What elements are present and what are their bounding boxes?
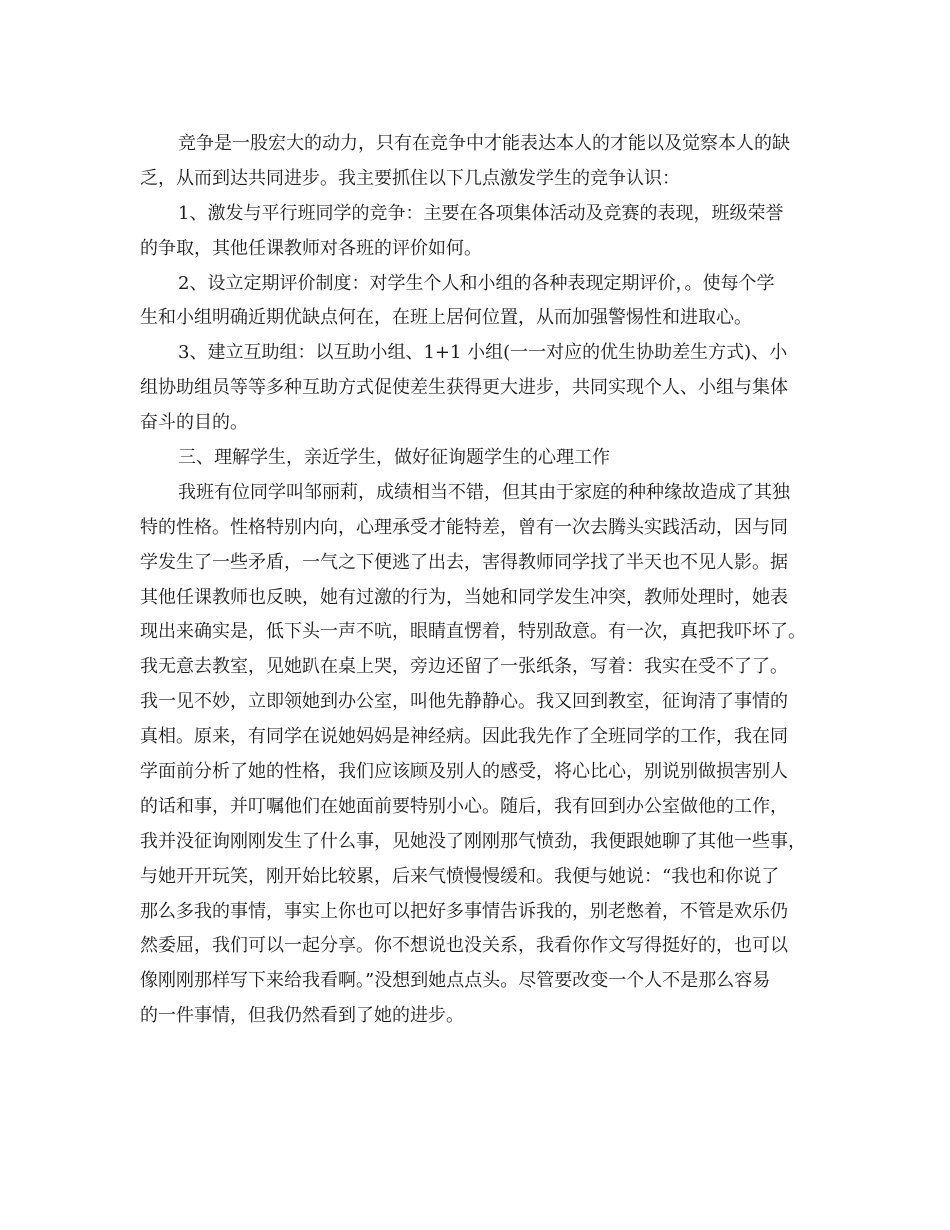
text-line: 的话和事，并叮嘱他们在她面前要特别小心。随后，我有回到办公室做他的工作，: [140, 795, 788, 817]
text-line: 真相。原来，有同学在说她妈妈是神经病。因此我先作了全班同学的工作，我在同: [140, 726, 788, 748]
text-line: 的争取，其他任课教师对各班的评价如何。: [140, 237, 482, 259]
text-line: 学发生了一些矛盾，一气之下便逃了出去，害得教师同学找了半天也不见人影。据: [140, 551, 788, 573]
text-line: 的一件事情，但我仍然看到了她的进步。: [140, 1005, 464, 1027]
text-line: 现出来确实是，低下头一声不吭，眼睛直愣着，特别敌意。有一次，真把我吓坏了。: [140, 621, 806, 643]
text-line: 我一见不妙，立即领她到办公室，叫他先静静心。我又回到教室，征询清了事情的: [140, 691, 788, 713]
text-line: 三、理解学生，亲近学生，做好征询题学生的心理工作: [178, 447, 610, 469]
text-line: 我无意去教室，见她趴在桌上哭，旁边还留了一张纸条，写着：我实在受不了了。: [140, 656, 788, 678]
text-line: 学面前分析了她的性格，我们应该顾及别人的感受，将心比心，别说别做损害别人: [140, 761, 788, 783]
text-line: 其他任课教师也反映，她有过激的行为，当她和同学发生冲突，教师处理时，她表: [140, 586, 788, 608]
text-line: 竞争是一股宏大的动力，只有在竞争中才能表达本人的才能以及觉察本人的缺: [178, 133, 790, 154]
text-line: 像刚刚那样写下来给我看啊。”没想到她点点头。尽管要改变一个人不是那么容易: [140, 970, 771, 992]
text-line: 生和小组明确近期优缺点何在，在班上居何位置，从而加强警惕性和进取心。: [140, 307, 752, 329]
text-line: 组协助组员等等多种互助方式促使差生获得更大进步，共同实现个人、小组与集体: [140, 377, 788, 399]
text-line: 2、设立定期评价制度：对学生个人和小组的各种表现定期评价，。使每个学: [178, 272, 775, 294]
text-line: 我班有位同学叫邹丽莉，成绩相当不错，但其由于家庭的种种缘故造成了其独: [178, 481, 790, 503]
document-body: [140, 127, 820, 1034]
text-line: 1、激发与平行班同学的竞争：主要在各项集体活动及竞赛的表现，班级荣誉: [178, 202, 784, 224]
text-line: 然委屈，我们可以一起分享。你不想说也没关系，我看你作文写得挺好的，也可以: [140, 935, 788, 957]
text-line: 特的性格。性格特别内向，心理承受才能特差，曾有一次去腾头实践活动，因与同: [140, 516, 788, 538]
text-line: 3、建立互助组：以互助小组、1+1 小组(一一对应的优生协助差生方式)、小: [178, 342, 788, 364]
text-line: 那么多我的事情，事实上你也可以把好多事情告诉我的，别老憋着，不管是欢乐仍: [140, 900, 788, 922]
text-line: 我并没征询刚刚发生了什么事，见她没了刚刚那气愤劲，我便跟她聊了其他一些事，: [140, 830, 806, 852]
text-line: 乏，从而到达共同进步。我主要抓住以下几点激发学生的竞争认识：: [140, 167, 680, 189]
text-line: 与她开开玩笑，刚开始比较累，后来气愤慢慢缓和。我便与她说：“我也和你说了: [140, 865, 780, 887]
text-line: 奋斗的目的。: [140, 412, 248, 434]
